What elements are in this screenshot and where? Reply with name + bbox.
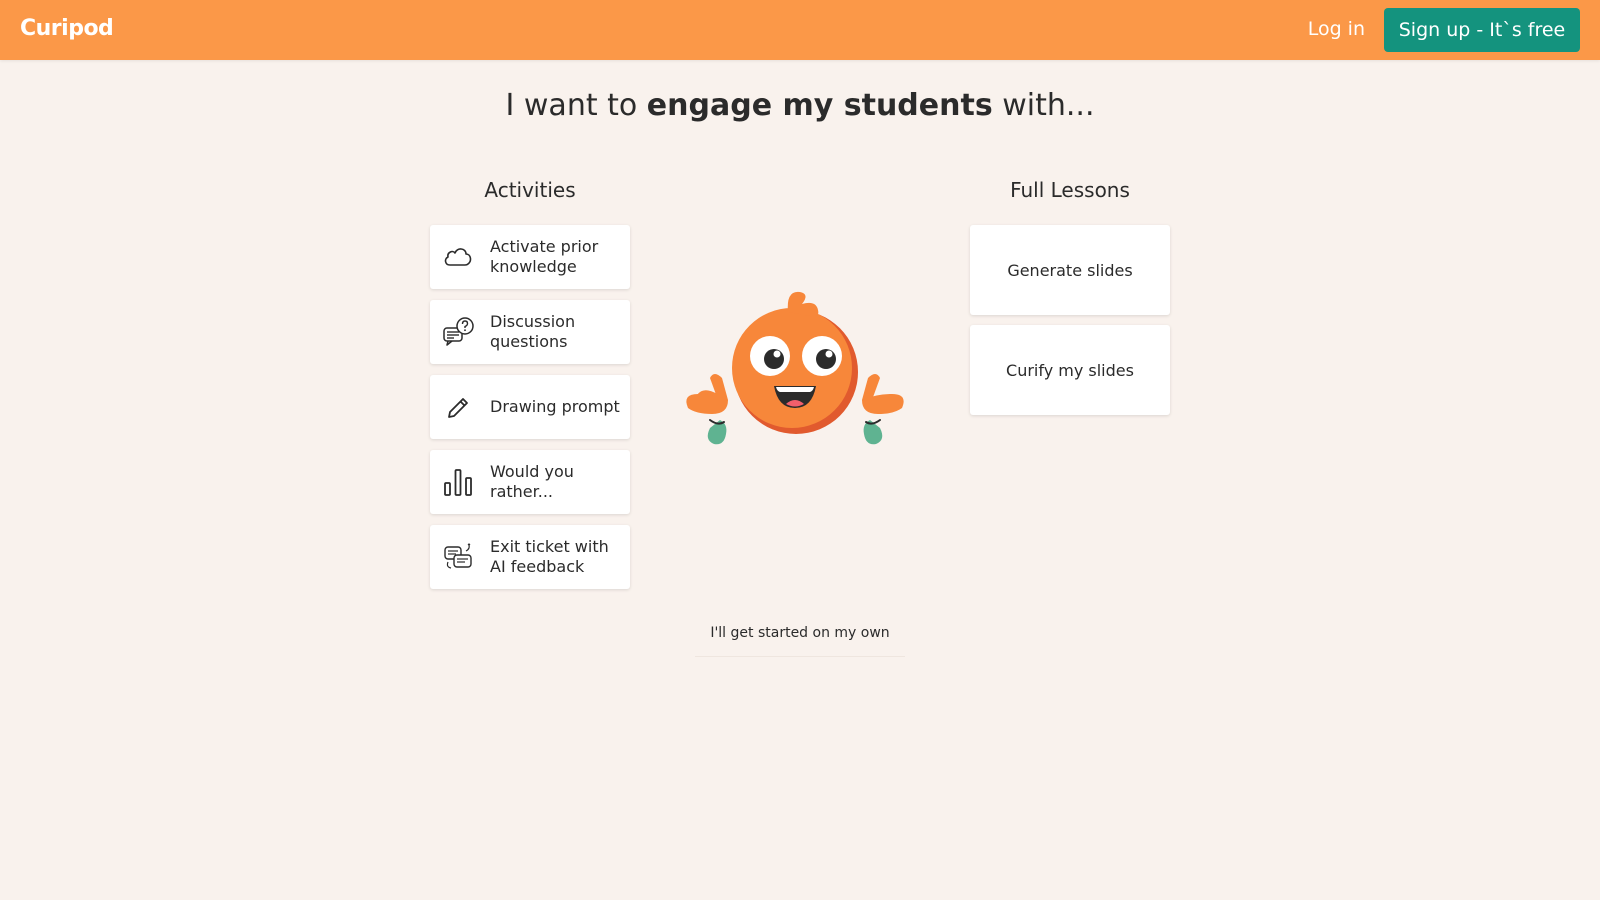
lesson-card-generate-slides[interactable] bbox=[970, 225, 1170, 315]
headline-suffix: with... bbox=[992, 88, 1095, 123]
ai-feedback-icon bbox=[442, 541, 474, 573]
lessons-title: Full Lessons bbox=[1010, 178, 1130, 202]
lesson-label: Generate slides bbox=[1007, 260, 1133, 280]
chat-question-icon bbox=[442, 316, 474, 348]
bar-chart-icon bbox=[442, 466, 474, 498]
lesson-label: Curify my slides bbox=[1006, 360, 1134, 380]
cloud-icon bbox=[442, 241, 474, 273]
lesson-card-curify-my-slides[interactable] bbox=[970, 325, 1170, 415]
activity-label: Drawing prompt bbox=[490, 397, 620, 416]
activities-title: Activities bbox=[484, 178, 576, 202]
activity-card-drawing-prompt[interactable] bbox=[430, 375, 630, 439]
pencil-icon bbox=[442, 391, 474, 423]
curipod-logo[interactable]: Curipod bbox=[20, 16, 114, 41]
activity-label: Discussion questions bbox=[490, 312, 576, 351]
headline-emphasis: engage my students bbox=[646, 88, 993, 123]
login-link[interactable]: Log in bbox=[1307, 18, 1365, 40]
top-bar bbox=[0, 0, 1600, 60]
activity-label: Activate prior knowledge bbox=[490, 237, 599, 276]
activity-card-would-you-rather[interactable] bbox=[430, 450, 630, 514]
activity-card-activate-prior-knowledge[interactable] bbox=[430, 225, 630, 289]
signup-button[interactable]: Sign up - It`s free bbox=[1384, 8, 1580, 52]
curipod-mascot bbox=[670, 290, 920, 460]
headline-prefix: I want to bbox=[505, 88, 647, 123]
page-headline bbox=[0, 88, 1600, 123]
activity-card-discussion-questions[interactable] bbox=[430, 300, 630, 364]
activity-card-exit-ticket[interactable] bbox=[430, 525, 630, 589]
activity-label: Exit ticket with AI feedback bbox=[490, 537, 609, 576]
activity-label: Would you rather... bbox=[490, 462, 574, 501]
get-started-own-button[interactable]: I'll get started on my own bbox=[695, 610, 905, 657]
